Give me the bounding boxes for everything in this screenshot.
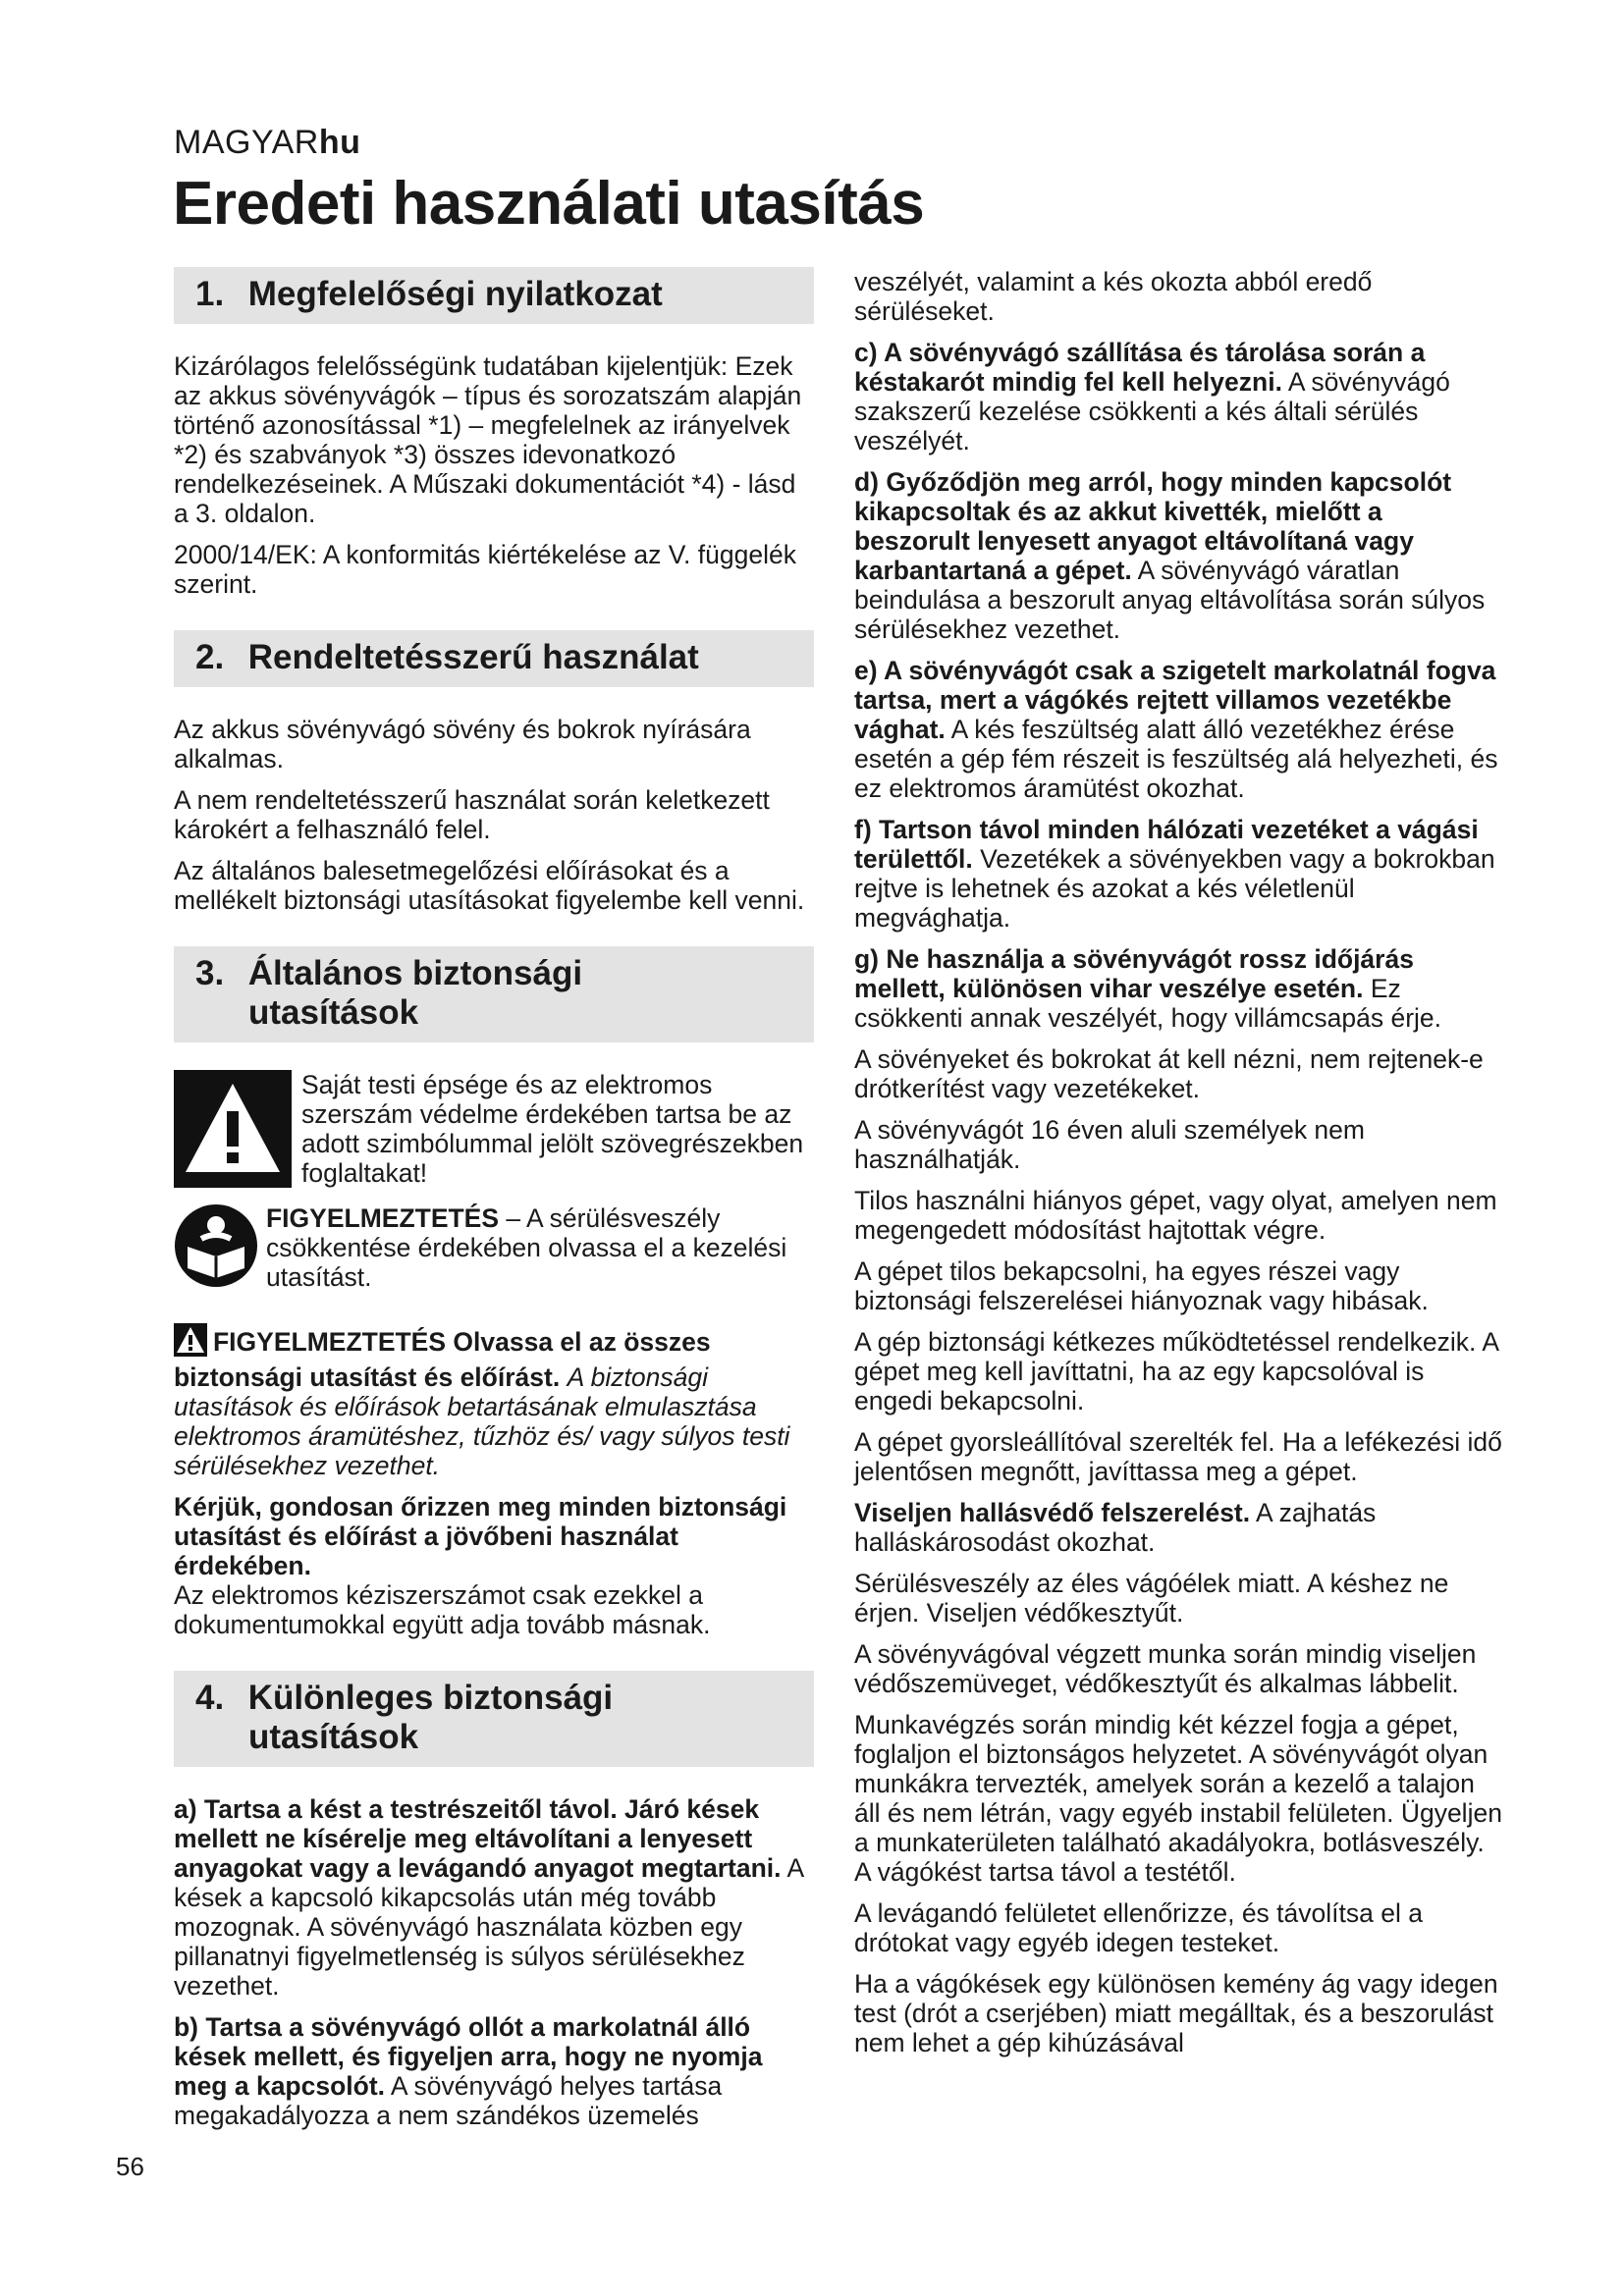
instruction-g: g) Ne használja a sövényvágót rossz időjárás mellett, különösen vihar veszélye esetén. Ez csökkenti annak veszélyét, hogy villámcsapás érje. — [854, 944, 1442, 1033]
instruction-b: b) Tartsa a sövényvágó ollót a markolatnál álló kések mellett, és figyeljen arra, hogy ne nyomja meg a kapcsolót. A sövényvágó helyes tartása megakadályozza a nem szándékos üzemelés — [174, 2012, 763, 2130]
paragraph: A sövényvágót 16 éven aluli személyek nem használhatják. — [854, 1115, 1365, 1174]
paragraph: A gépet gyorsleállítóval szerelték fel. Ha a lefékezési idő jelentősen megnőtt, javíttassa meg a gépet. — [854, 1427, 1502, 1486]
instruction-a: a) Tartsa a kést a testrészeitől távol. Járó kések mellett ne kísérelje meg eltávolítani a lenyesett anyagokat vagy a levágandó anyagot megtartani. A kések a kapcsoló kikapcsolás után még tovább mozognak. A sövényvágó használata közben egy pillanatnyi figyelmetlenség is súlyos sérülésekhez vezethet. — [174, 1794, 803, 2001]
section-4-heading — [174, 1671, 814, 1767]
paragraph: A sövényvágóval végzett munka során mindig viseljen védőszemüveget, védőkesztyűt és alkalmas lábbelit. — [854, 1639, 1477, 1698]
section-title-line-2: utasítások — [248, 1718, 419, 1756]
read-manual-warning-label: FIGYELMEZTETÉS — [266, 1203, 500, 1233]
read-manual-text: – A sérülésveszély csökkentése érdekében olvassa el a kezelési utasítást. — [266, 1203, 787, 1292]
right-column — [854, 267, 1502, 2069]
paragraph: Munkavégzés során mindig két kézzel fogja a gépet, foglaljon el biztonságos helyzetet. A sövényvágót olyan munkákra tervezték, amelyek során a kezelő a talajon áll és nem létrán, vagy egyéb instabil felületen. Ügyeljen a munkaterületen található akadályokra, botlásveszély. A vágókést tartsa távol a testétől. — [854, 1710, 1502, 1887]
section-3-heading — [174, 946, 814, 1042]
language-name: MAGYAR — [174, 124, 319, 161]
read-manual-icon — [174, 1203, 266, 1294]
language-code: hu — [318, 124, 361, 161]
language-header — [174, 124, 360, 162]
paragraph: A levágandó felületet ellenőrizze, és távolítsa el a drótokat vagy egyéb idegen testeket. — [854, 1898, 1423, 1957]
paragraph: A gépet tilos bekapcsolni, ha egyes részei vagy biztonsági felszerelései hiányoznak vagy hibásak. — [854, 1256, 1429, 1315]
section-title-line-2: utasítások — [248, 993, 419, 1032]
section-title-line-1: Különleges biztonsági — [247, 1679, 614, 1717]
warning-small-icon — [174, 1323, 207, 1362]
instruction-c: c) A sövényvágó szállítása és tárolása során a késtakarót mindig fel kell helyezni. A sövényvágó szakszerű kezelése csökkenti a kés általi sérülés veszélyét. — [854, 338, 1450, 455]
page-number: 56 — [116, 2152, 144, 2181]
general-warning-bold: FIGYELMEZTETÉS Olvassa el az összes biztonsági utasítást és előírást. — [174, 1327, 711, 1392]
general-warning — [174, 1323, 814, 1480]
section-number: 4. — [195, 1679, 225, 1717]
paragraph: Sérülésveszély az éles vágóélek miatt. A késhez ne érjen. Viseljen védőkesztyűt. — [854, 1569, 1449, 1628]
paragraph: Kizárólagos felelősségünk tudatában kijelentjük: Ezek az akkus sövényvágók – típus és sorozatszám alapján történő azonosítással *1) – megfelelnek az irányelvek *2) és szabványok *3) összes idevonatkozó rendelkezéseinek. A Műszaki dokumentációt *4) - lásd a 3. oldalon. — [174, 351, 802, 528]
paragraph: A nem rendeltetésszerű használat során keletkezett károkért a felhasználó felel. — [174, 785, 770, 844]
paragraph: veszélyét, valamint a kés okozta abból eredő sérüléseket. — [854, 267, 1373, 326]
symbol-note-text: Saját testi épsége és az elektromos szerszám védelme érdekében tartsa be az adott szimbólummal jelölt szövegrészekben foglaltakat! — [301, 1070, 804, 1188]
instruction-f: f) Tartson távol minden hálózati vezetéket a vágási területtől. Vezetékek a sövényekben vagy a bokrokban rejtve is lehetnek és azokat a kés véletlenül megvághatja. — [854, 815, 1495, 933]
paragraph: Ha a vágókések egy különösen kemény ág vagy idegen test (drót a cserjében) miatt megálltak, és a beszorulást nem lehet a gép kihúzásával — [854, 1969, 1498, 2057]
section-number: 1. — [195, 275, 225, 313]
paragraph: A gép biztonsági kétkezes működtetéssel rendelkezik. A gépet meg kell javíttatni, ha az egy kapcsolóval is engedi bekapcsolni. — [854, 1327, 1498, 1415]
read-manual-note — [174, 1203, 814, 1294]
paragraph: Az akkus sövényvágó sövény és bokrok nyírására alkalmas. — [174, 715, 751, 774]
section-title: Rendeltetésszerű használat — [247, 638, 699, 676]
general-warning-italic: A biztonsági utasítások és előírások betartásának elmulasztása elektromos áramütéshez, tűzhöz és/ vagy súlyos testi sérülésekhez vezethet. — [174, 1362, 790, 1480]
warning-triangle-icon — [174, 1070, 299, 1194]
instruction-e: e) A sövényvágót csak a szigetelt markolatnál fogva tartsa, mert a vágókés rejtett villamos vezetékbe vághat. A kés feszültség alatt álló vezetékhez érése esetén a gép fém részeit is feszültség alá helyezheti, és ez elektromos áramütést okozhat. — [854, 656, 1498, 803]
paragraph: Az általános balesetmegelőzési előírásokat és a mellékelt biztonsági utasításokat figyelembe kell venni. — [174, 856, 805, 915]
symbol-note — [174, 1070, 814, 1194]
section-1-heading — [174, 267, 814, 324]
section-number: 2. — [195, 638, 225, 676]
section-title-line-1: Általános biztonsági — [247, 954, 583, 992]
instruction-d: d) Győződjön meg arról, hogy minden kapcsolót kikapcsoltak és az akkut kivették, mielőtt a beszorult lenyesett anyagot eltávolítaná vagy karbantartaná a gépet. A sövényvágó váratlan beindulása a beszorult anyag eltávolítása során súlyos sérülésekhez vezethet. — [854, 467, 1486, 644]
section-title: Megfelelőségi nyilatkozat — [247, 275, 663, 313]
keep-instructions — [174, 1492, 814, 1639]
keep-instructions-text: Az elektromos kéziszerszámot csak ezekkel a dokumentumokkal együtt adja tovább másnak. — [174, 1580, 711, 1639]
page-title: Eredeti használati utasítás — [173, 170, 925, 238]
paragraph: 2000/14/EK: A konformitás kiértékelése az V. függelék szerint. — [174, 540, 796, 599]
section-number: 3. — [195, 954, 225, 992]
paragraph: Tilos használni hiányos gépet, vagy olyat, amelyen nem megengedett módosítást hajtottak végre. — [854, 1186, 1497, 1245]
left-column — [174, 267, 814, 2142]
hearing-protection: Viseljen hallásvédő felszerelést. A zajhatás halláskárosodást okozhat. — [854, 1498, 1377, 1557]
section-2-heading — [174, 630, 814, 687]
keep-instructions-bold: Kérjük, gondosan őrizzen meg minden biztonsági utasítást és előírást a jövőbeni használat érdekében. — [174, 1492, 787, 1580]
paragraph: A sövényeket és bokrokat át kell nézni, nem rejtenek-e drótkerítést vagy vezetékeket. — [854, 1044, 1484, 1103]
